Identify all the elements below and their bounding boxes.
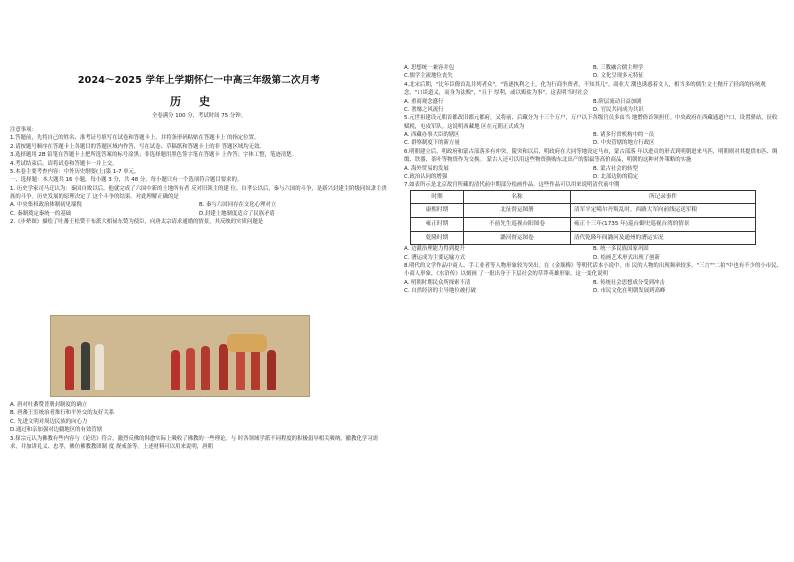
- option: C. 奢靡之风流行: [404, 106, 444, 113]
- option: B. 诸多行省机构中的一员: [593, 132, 655, 138]
- option: B. 统一多民族国家巩固: [593, 246, 649, 253]
- option: C. 先进文明对周边民族的向心力: [10, 418, 88, 425]
- option: B. 秦与六国同存在文化心理对立: [199, 202, 277, 209]
- table-cell: 北征督运图册: [464, 204, 571, 218]
- section-heading: 一、选择题：本大题共 16 小题，每小题 3 分，共 48 分。每小题只有一个选项符合题目要求的。: [10, 177, 243, 184]
- table-cell: 潞河督运图卷: [464, 231, 571, 245]
- option: D. 市民文化在明朝发展到高峰: [593, 288, 666, 295]
- option: A. 海外贸易的发展: [404, 165, 449, 172]
- table-row: [411, 204, 756, 218]
- question-4-options: [404, 98, 782, 115]
- question-5-stem: 5.元世祖建设元朝首都改旧都元都府，又将前、后藏分为十三个万户，万户以下各级官员多由当 地僧俗首领担任。中央政府在西藏通道户口，设置驿站，征收赋税，屯戍军队。这说明西藏地 区在元朝正式成为: [404, 115, 778, 130]
- option: D. 中央管辖的地方行政区: [593, 140, 655, 147]
- option: B.阶层流动日益加剧: [593, 98, 642, 105]
- exam-title: 2024～2025 学年上学期怀仁一中高三年级第二次月考: [77, 75, 321, 86]
- note-item: 5.本卷主要考查内容：中外历史纲要(上)第 1-7 单元。: [10, 168, 140, 175]
- events-table: [410, 190, 756, 246]
- right-block: [404, 64, 782, 296]
- option: A. 明朝时期民众所探索不清: [404, 279, 471, 286]
- option: D. 绘画艺术形式出现了创新: [593, 254, 660, 261]
- table-header: 时期: [411, 190, 464, 204]
- table-header-row: [411, 190, 756, 204]
- table-row: [411, 217, 756, 231]
- table-cell: 清军平定噶尔丹叛乱时，西路大军向前线运送军粮: [571, 204, 756, 218]
- question-7-stem: 7.如表所示是北京故宫所藏的清代前中期部分绘画作品。这些作品可以用来说明清代前中期: [404, 182, 620, 189]
- option: D.封建土地制度适合了民族矛盾: [199, 210, 275, 217]
- notes: [10, 126, 388, 227]
- notes-heading: 注意事项：: [10, 127, 37, 133]
- option: D. 文化呈现多元特征: [593, 73, 644, 80]
- option: A. 唐对吐蕃赞普册封制度的确立: [10, 402, 88, 408]
- question-7-options: [404, 245, 782, 262]
- question-3-stem: 3.探宗元认为佛教有些内容与《论语》符合，激烈反佛的韩愈实际上吸收了佛教的一些理论。与 时各领域学派不同程度的积极倡导相关吸纳。撤教化学习需求，并加讲礼义、忠孝，佛仿佛教教团制 度 规戒条等。上述材料可以用来说明，唐朝: [10, 435, 379, 450]
- option: B. 三教融合儒主理学: [593, 65, 644, 71]
- option: A. 思想统一兼容并包: [404, 65, 455, 71]
- table-cell: 雍正十三年(1735 年)巡台御史巡视台湾的情景: [571, 217, 756, 231]
- option: A. 重商观念盛行: [404, 98, 444, 105]
- option: D.通过和亲加强对边疆地区的有效管辖: [10, 427, 103, 434]
- note-item: 4.考试结束后，请将试卷和答题卡一并上交。: [10, 160, 118, 167]
- option: D. 官民共同成为共识: [593, 106, 644, 113]
- note-item: 2.请按题号顺序在答题卡上各题目的答题区域内作答，写在试卷、草稿纸和答题卡上的非 答题区域均无效。: [10, 143, 265, 150]
- table-row: [411, 231, 756, 245]
- option: C. 秦制奠定秦统一的基础: [10, 210, 72, 217]
- question-2-block: [10, 401, 388, 451]
- question-8-stem: 8.明代的文学作品中商人、手工业者等人物形象较为突出。在《金瓶梅》等明代话本小说中，市 民的人物的出现频率较多，"三言""二拍"中也有不少的小市民、小商人形象，《水浒传》以刻画 了一批出身于下层社会的草莽英雄形象。这一变化说明: [404, 263, 782, 278]
- question-1-options: [10, 201, 388, 218]
- option: C. 自然经济的主导地位被打破: [404, 288, 476, 295]
- painting-image: [50, 315, 310, 397]
- table-cell: 清代乾隆年间潞河及通州的漕运实况: [571, 231, 756, 245]
- exam-meta: 全卷满分 100 分，考试时间 75 分钟。: [151, 113, 247, 119]
- table-header: 所记录事件: [571, 190, 756, 204]
- table-cell: 康熙时期: [411, 204, 464, 218]
- option: A. 中央集权政治体制初见端倪: [10, 202, 82, 209]
- table-cell: 雍正时期: [411, 217, 464, 231]
- question-5-options: [404, 131, 782, 148]
- question-4-stem: 4.北宋后期，"比年臣僚首乱并列者众"，"皆逐执利之士，化为行商坐贾者，不知其几"。商业大 潮也诱惑着文人，相当多的儒生文士抛开了轻商的传统观念，"口谈道义，而身为法贩"，"且于 厚利，或以贩盐为事"。这表明当时社会: [404, 81, 766, 97]
- question-6-stem: 6.明朝建立后，明政府和蒙古部落多有冲突，陵突和以后，明政府在大同等地设定马市，蒙古部落 年以进贡的形式到明朝进来马匹，明朝则对其提供布匹、绸缎、铁器、茶叶等物资作为交换。 蒙古人还可以用这些物资换购东北出产的貂鼠等高价商品，明朝的这种对外策略的实施: [404, 148, 778, 164]
- question-2-stem: 2.《步辇图》描绘了吐蕃王松赞干布派大相禄东赞为使臣，向唐太宗请求通婚的情景，其反映的实质问题是: [10, 219, 264, 226]
- table-cell: 不前先生巡视台阳图卷: [464, 217, 571, 231]
- question-1-stem: 1. 历史学家司马迁认为：秦国自败以后，他就完成了六国中新的土地所有者 反对旧领主的建 位。自孝公以后，秦与六国的斗争，是新兴封建主阶级同奴隶主贵族的斗争。历史发展的原理决定了 这个斗争的结果。对此理解正确的是: [10, 185, 387, 200]
- option: C.儒学主流地位丧失: [404, 73, 453, 80]
- option: C. 群察制度下的新方量: [404, 140, 460, 147]
- question-6-options: [404, 165, 782, 182]
- option: B. 唐蕃王室统治者推行和平外交的友好关系: [10, 410, 115, 417]
- option: A. 边疆治理能力得到提升: [404, 246, 465, 253]
- question-8-options: [404, 279, 782, 296]
- note-item: 1.答题前，先将自己的姓名、准考证号填写在试卷和答题卡上，并将条形码粘贴在答题卡上 的指定位置。: [10, 135, 260, 142]
- option: B. 蒙古社会的转型: [593, 165, 638, 172]
- option: C.政治认同的增强: [404, 173, 448, 180]
- note-item: 3.选择题用 2B 铅笔在答题卡上把所选答案的标号涂黑；非选择题用黑色签字笔在答题卡 上作答；字体工整，笔迹清楚。: [10, 152, 297, 159]
- option: D. 北部边防的稳定: [593, 173, 639, 180]
- table-cell: 乾隆时期: [411, 231, 464, 245]
- table-header: 名称: [464, 190, 571, 204]
- question-3-options: [404, 64, 782, 81]
- subject-title: 历史: [170, 95, 228, 108]
- option: C. 漕运成为主要运输方式: [404, 254, 466, 261]
- option: A. 西藏办事大臣的辖区: [404, 132, 460, 138]
- option: B. 传统社会思想成分受到冲击: [593, 279, 665, 286]
